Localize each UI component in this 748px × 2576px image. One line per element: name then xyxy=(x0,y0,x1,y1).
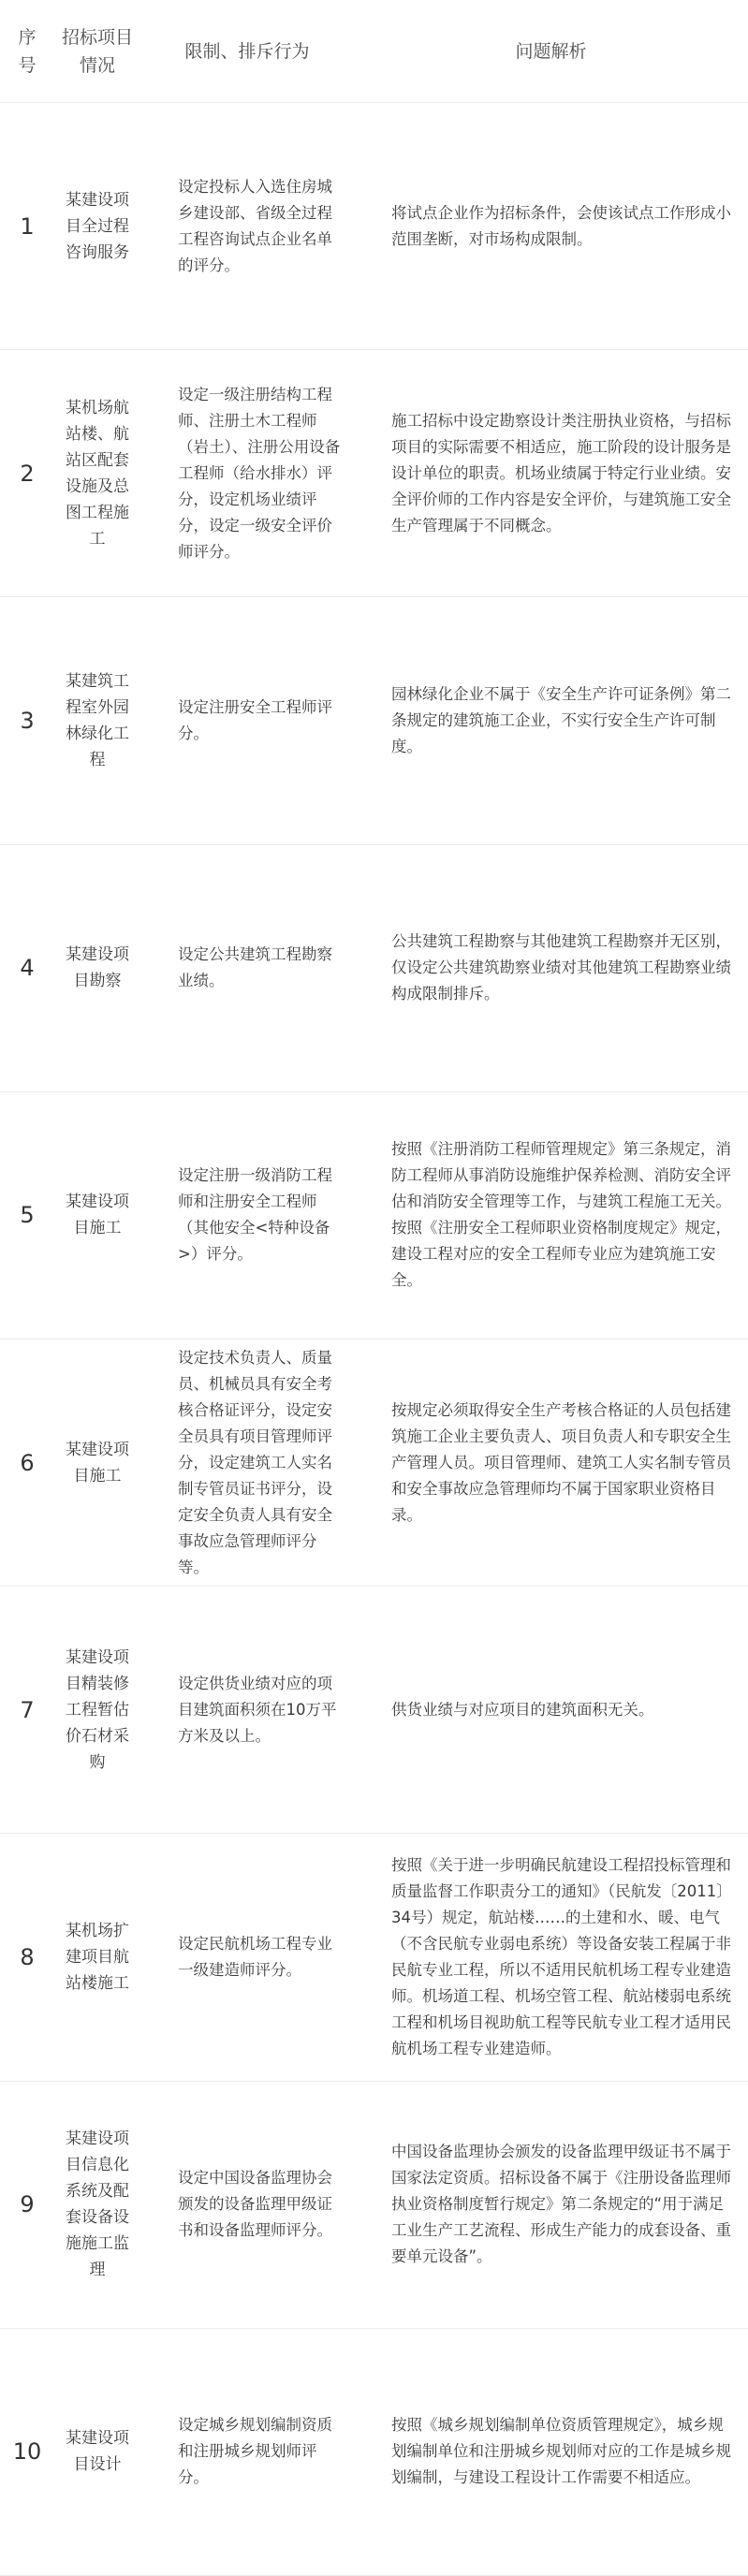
row-number: 3 xyxy=(0,597,54,844)
header-no: 序号 xyxy=(0,0,54,103)
row-project: 某建设项目设计 xyxy=(54,2329,140,2576)
row-analysis: 施工招标中设定勘察设计类注册执业资格，与招标项目的实际需要不相适应，施工阶段的设计服务是设计单位的职责。机场业绩属于特定行业业绩。安全评价师的工作内容是安全评价，与建筑施工安全生产管理属于不同概念。 xyxy=(354,350,748,597)
row-project: 某建设项目勘察 xyxy=(54,845,140,1092)
row-analysis: 按照《注册消防工程师管理规定》第三条规定，消防工程师从事消防设施维护保养检测、消防安全评估和消防安全管理等工作，与建筑工程施工无关。按照《注册安全工程师职业资格制度规定》规定，建设工程对应的安全工程师专业应为建筑施工安全。 xyxy=(354,1092,748,1339)
row-behavior: 设定技术负责人、质量员、机械员具有安全考核合格证评分，设定安全员具有项目管理师评分，设定建筑工人实名制专管员证书评分，设定安全负责人具有安全事故应急管理师评分等。 xyxy=(140,1339,354,1587)
row-analysis: 按照《关于进一步明确民航建设工程招投标管理和质量监督工作职责分工的通知》（民航发〔2011〕34号）规定，航站楼……的土建和水、暖、电气（不含民航专业弱电系统）等设备安装工程属于非民航专业工程，所以不适用民航机场工程专业建造师。机场道工程、机场空管工程、航站楼弱电系统工程和机场目视助航工程等民航专业工程才适用民航机场工程专业建造师。 xyxy=(354,1834,748,2081)
row-analysis: 按规定必须取得安全生产考核合格证的人员包括建筑施工企业主要负责人、项目负责人和专职安全生产管理人员。项目管理师、建筑工人实名制专管员和安全事故应急管理师均不属于国家职业资格目录。 xyxy=(354,1339,748,1587)
row-number: 2 xyxy=(0,350,54,597)
row-project: 某建筑工程室外园林绿化工程 xyxy=(54,597,140,844)
row-number: 1 xyxy=(0,103,54,350)
header-project: 招标项目情况 xyxy=(54,0,140,103)
row-behavior: 设定供货业绩对应的项目建筑面积须在10万平方米及以上。 xyxy=(140,1587,354,1834)
row-behavior: 设定一级注册结构工程师、注册土木工程师（岩土）、注册公用设备工程师（给水排水）评分，设定机场业绩评分，设定一级安全评价师评分。 xyxy=(140,350,354,597)
row-project: 某建设项目精装修工程暂估价石材采购 xyxy=(54,1587,140,1834)
row-project: 某机场航站楼、航站区配套设施及总图工程施工 xyxy=(54,350,140,597)
row-number: 4 xyxy=(0,845,54,1092)
header-behavior: 限制、排斥行为 xyxy=(140,0,354,103)
row-analysis: 园林绿化企业不属于《安全生产许可证条例》第二条规定的建筑施工企业，不实行安全生产许可制度。 xyxy=(354,597,748,844)
row-project: 某建设项目施工 xyxy=(54,1339,140,1587)
row-number: 10 xyxy=(0,2329,54,2576)
row-analysis: 按照《城乡规划编制单位资质管理规定》，城乡规划编制单位和注册城乡规划师对应的工作是城乡规划编制，与建设工程设计工作需要不相适应。 xyxy=(354,2329,748,2576)
row-project: 某建设项目全过程咨询服务 xyxy=(54,103,140,350)
row-number: 5 xyxy=(0,1092,54,1339)
row-number: 6 xyxy=(0,1339,54,1587)
row-project: 某建设项目施工 xyxy=(54,1092,140,1339)
row-behavior: 设定注册一级消防工程师和注册安全工程师（其他安全<特种设备>）评分。 xyxy=(140,1092,354,1339)
row-behavior: 设定投标人入选住房城乡建设部、省级全过程工程咨询试点企业名单的评分。 xyxy=(140,103,354,350)
row-behavior: 设定注册安全工程师评分。 xyxy=(140,597,354,844)
row-analysis: 中国设备监理协会颁发的设备监理甲级证书不属于国家法定资质。招标设备不属于《注册设备监理师执业资格制度暂行规定》第二条规定的“用于满足工业生产工艺流程、形成生产能力的成套设备、重要单元设备”。 xyxy=(354,2082,748,2329)
row-number: 7 xyxy=(0,1587,54,1834)
row-analysis: 公共建筑工程勘察与其他建筑工程勘察并无区别，仅设定公共建筑勘察业绩对其他建筑工程勘察业绩构成限制排斥。 xyxy=(354,845,748,1092)
row-number: 9 xyxy=(0,2082,54,2329)
row-behavior: 设定公共建筑工程勘察业绩。 xyxy=(140,845,354,1092)
row-number: 8 xyxy=(0,1834,54,2081)
row-analysis: 供货业绩与对应项目的建筑面积无关。 xyxy=(354,1587,748,1834)
row-analysis: 将试点企业作为招标条件，会使该试点工作形成小范围垄断，对市场构成限制。 xyxy=(354,103,748,350)
row-project: 某机场扩建项目航站楼施工 xyxy=(54,1834,140,2081)
row-behavior: 设定城乡规划编制资质和注册城乡规划师评分。 xyxy=(140,2329,354,2576)
row-behavior: 设定民航机场工程专业一级建造师评分。 xyxy=(140,1834,354,2081)
row-project: 某建设项目信息化系统及配套设备设施施工监理 xyxy=(54,2082,140,2329)
row-behavior: 设定中国设备监理协会颁发的设备监理甲级证书和设备监理师评分。 xyxy=(140,2082,354,2329)
header-analysis: 问题解析 xyxy=(354,0,748,103)
